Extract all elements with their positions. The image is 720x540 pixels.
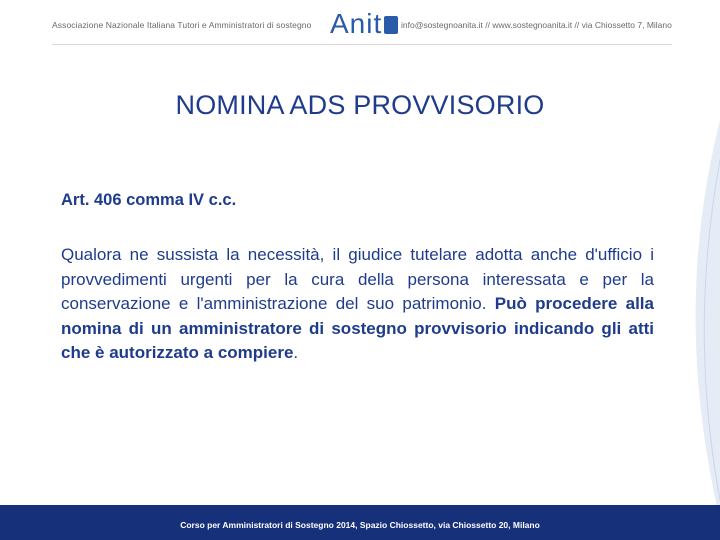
slide-title: NOMINA ADS PROVVISORIO xyxy=(175,90,545,120)
logo-a-icon xyxy=(384,16,398,34)
header-divider xyxy=(52,44,672,45)
anita-logo xyxy=(330,8,398,40)
contact-info: info@sostegnoanita.it // www.sostegnoanita.it // via Chiossetto 7, Milano xyxy=(401,20,672,30)
footer-text: Corso per Amministratori di Sostegno 2014, Spazio Chiossetto, via Chiossetto 20, Milano xyxy=(180,519,540,530)
body-bold-text: Può procedere alla nomina di un amministratore di sostegno provvisorio indicando gli atti che è autorizzato a compiere xyxy=(61,294,654,362)
body-normal-text: Qualora ne sussista la necessità, il giudice tutelare adotta anche d'ufficio i provvedimenti urgenti per la cura della persona interessata e per la conservazione e l'amministrazione del suo patrimonio. xyxy=(61,245,654,313)
slide-header xyxy=(0,0,720,56)
slide-body xyxy=(61,243,654,366)
association-name: Associazione Nazionale Italiana Tutori e Amministratori di sostegno xyxy=(52,20,312,30)
decorative-swoosh xyxy=(680,120,720,520)
logo-text: Anit xyxy=(330,8,383,39)
body-end-text: . xyxy=(293,343,299,362)
slide-footer xyxy=(0,505,720,540)
article-reference: Art. 406 comma IV c.c. xyxy=(61,191,237,209)
